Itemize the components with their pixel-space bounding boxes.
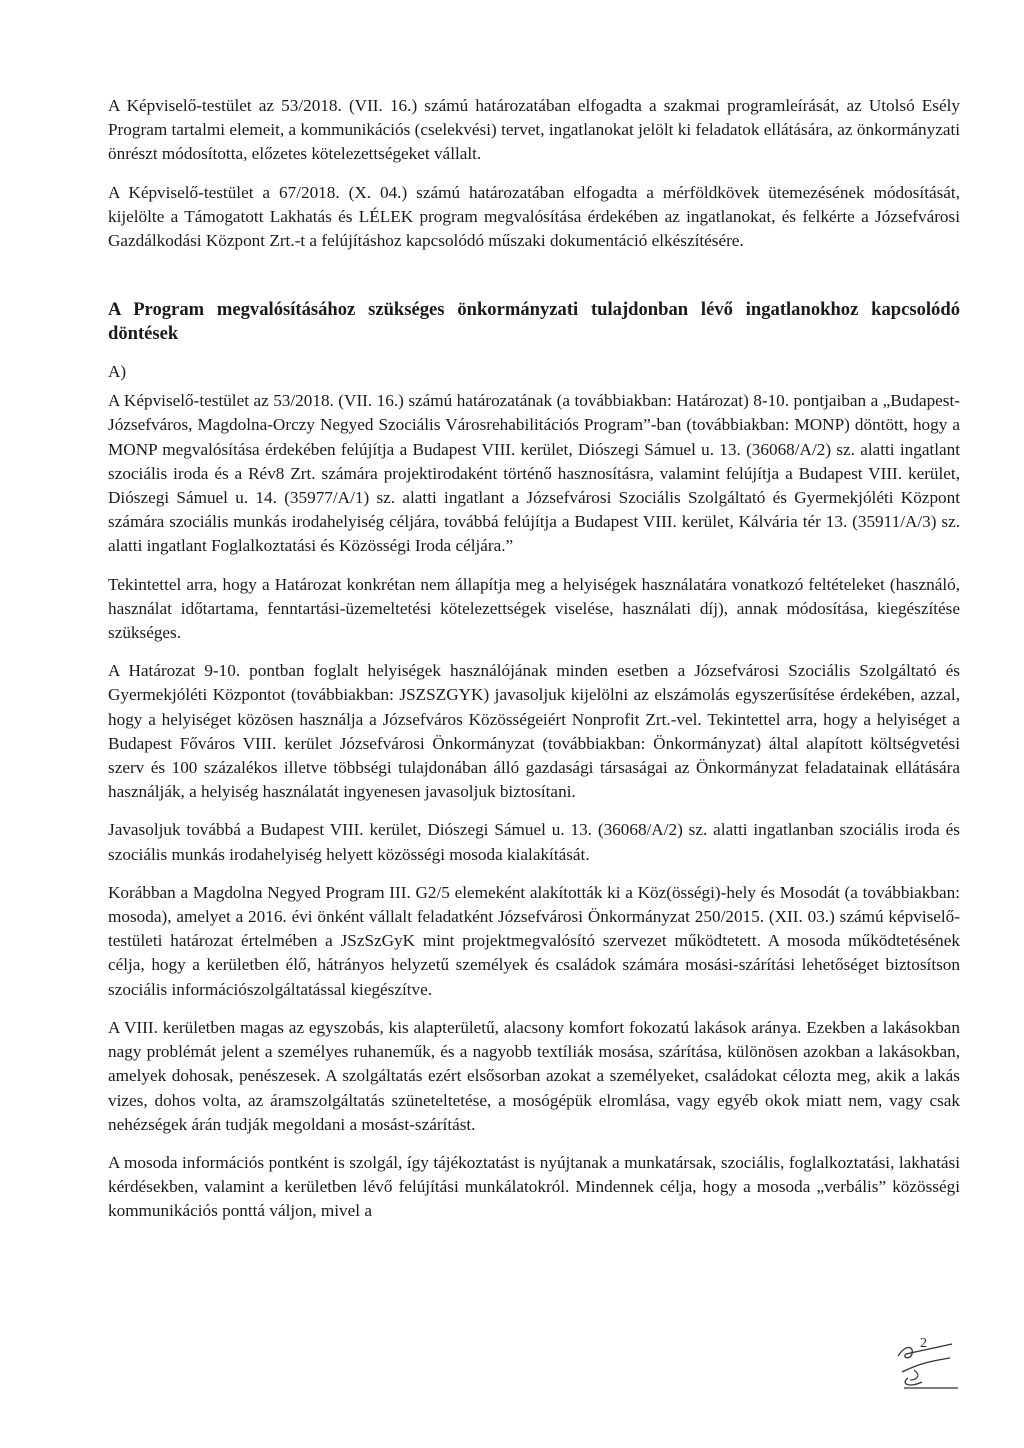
section-heading: A Program megvalósításához szükséges önkormányzati tulajdonban lévő ingatlanokhoz kapcsolódó döntések	[108, 299, 960, 345]
intro-paragraph-1: A Képviselő-testület az 53/2018. (VII. 16.) számú határozatában elfogadta a szakmai programleírását, az Utolsó Esély Program tartalmi elemeit, a kommunikációs (cselekvési) tervet, ingatlanokat jelölt ki feladatok ellátására, az önkormányzati önrészt módosította, előzetes kötelezettségeket vállalt.	[108, 96, 960, 164]
section-paragraph-6: A VIII. kerületben magas az egyszobás, kis alapterületű, alacsony komfort fokozatú lakások aránya. Ezekben a lakásokban nagy problémát jelent a személyes ruhaneműk, és a nagyobb textíliák mosása, szárítása, különösen azokban a lakásokban, amelyek dohosak, penészesek. A szolgáltatás ezért elsősorban azokat a személyeket, családokat célozta meg, akik a lakás vizes, dohos volta, az áramszolgáltatás szüneteltetése, a mosógépük elromlása, vagy egyéb okok miatt nem, vagy csak nehézségek árán tudják megoldani a mosást-szárítást.	[108, 1017, 960, 1134]
page-number: 2	[920, 1336, 927, 1351]
page-signature	[892, 1336, 962, 1392]
section-paragraph-4: Javasoljuk továbbá a Budapest VIII. kerület, Diószegi Sámuel u. 13. (36068/A/2) sz. alatti ingatlanban szociális iroda és szociális munkás irodahelyiség helyett közösségi mosoda kialakítását.	[108, 820, 960, 864]
document-page	[108, 94, 960, 1224]
section-paragraph-2: Tekintettel arra, hogy a Határozat konkrétan nem állapítja meg a helyiségek használatára vonatkozó feltételeket (használó, használat időtartama, fenntartási-üzemeltetési kötelezettségek viselése, használati díj), annak módosítása, kiegészítése szükséges.	[108, 574, 960, 643]
section-marker: A)	[108, 362, 127, 382]
section-paragraph-1: A Képviselő-testület az 53/2018. (VII. 16.) számú határozatának (a továbbiakban: Határozat) 8-10. pontjaiban a „Budapest-Józsefváros, Magdolna-Orczy Negyed Szociális Városrehabilitációs Program”-ban (továbbiakban: MONP) döntött, hogy a MONP megvalósítása érdekében felújítja a Budapest VIII. kerület, Diószegi Sámuel u. 13. (36068/A/2) sz. alatti ingatlant szociális iroda és a Rév8 Zrt. számára projektirodaként történő hasznosításra, valamint felújítja a Budapest VIII. kerület, Diószegi Sámuel u. 14. (35977/A/1) sz. alatti ingatlant a Józsefvárosi Szociális Szolgáltató és Gyermekjóléti Központ számára szociális munkás irodahelyiség céljára, továbbá felújítja a Budapest VIII. kerület, Kálvária tér 13. (35911/A/3) sz. alatti ingatlant Foglalkoztatási és Közösségi Iroda céljára.”	[108, 391, 960, 556]
section-paragraph-5: Korábban a Magdolna Negyed Program III. G2/5 elemeként alakították ki a Köz(össégi)-hely és Mosodát (a továbbiakban: mosoda), amelyet a 2016. évi önként vállalt feladatként Józsefvárosi Önkormányzat 250/2015. (XII. 03.) számú képviselő-testületi határozat értelmében a JSzSzGyK mint projektmegvalósító szervezet működtetett. A mosoda működtetésének célja, hogy a kerületben élő, hátrányos helyzetű személyek és családok számára mosási-szárítási lehetőséget biztosítson szociális információszolgáltatással kiegészítve.	[108, 882, 960, 999]
handwritten-signature-icon	[892, 1336, 962, 1392]
section-paragraph-3: A Határozat 9-10. pontban foglalt helyiségek használójának minden esetben a Józsefvárosi Szociális Szolgáltató és Gyermekjóléti Központot (továbbiakban: JSZSZGYK) javasoljuk kijelölni az elszámolás egyszerűsítése érdekében, azzal, hogy a helyiséget közösen használja a Józsefváros Közösségeiért Nonprofit Zrt.-vel. Tekintettel arra, hogy a helyiséget a Budapest Főváros VIII. kerület Józsefvárosi Önkormányzat (továbbiakban: Önkormányzat) által alapított költségvetési szerv és 100 százalékos illetve többségi tulajdonában álló gazdasági társaságai az Önkormányzat feladatainak ellátására használják, a helyiség használatát ingyenesen javasoljuk biztosítani.	[108, 661, 960, 802]
intro-paragraph-2: A Képviselő-testület a 67/2018. (X. 04.) számú határozatában elfogadta a mérföldkövek ütemezésének módosítását, kijelölte a Támogatott Lakhatás és LÉLEK program megvalósítása érdekében az ingatlanokat, és felkérte a Józsefvárosi Gazdálkodási Központ Zrt.-t a felújításhoz kapcsolódó műszaki dokumentáció elkészítésére.	[108, 182, 960, 251]
section-paragraph-7: A mosoda információs pontként is szolgál, így tájékoztatást is nyújtanak a munkatársak, szociális, foglalkoztatási, lakhatási kérdésekben, valamint a kerületben lévő felújítási munkálatokról. Mindennek célja, hogy a mosoda „verbális” közösségi kommunikációs ponttá váljon, mivel a	[108, 1152, 960, 1221]
